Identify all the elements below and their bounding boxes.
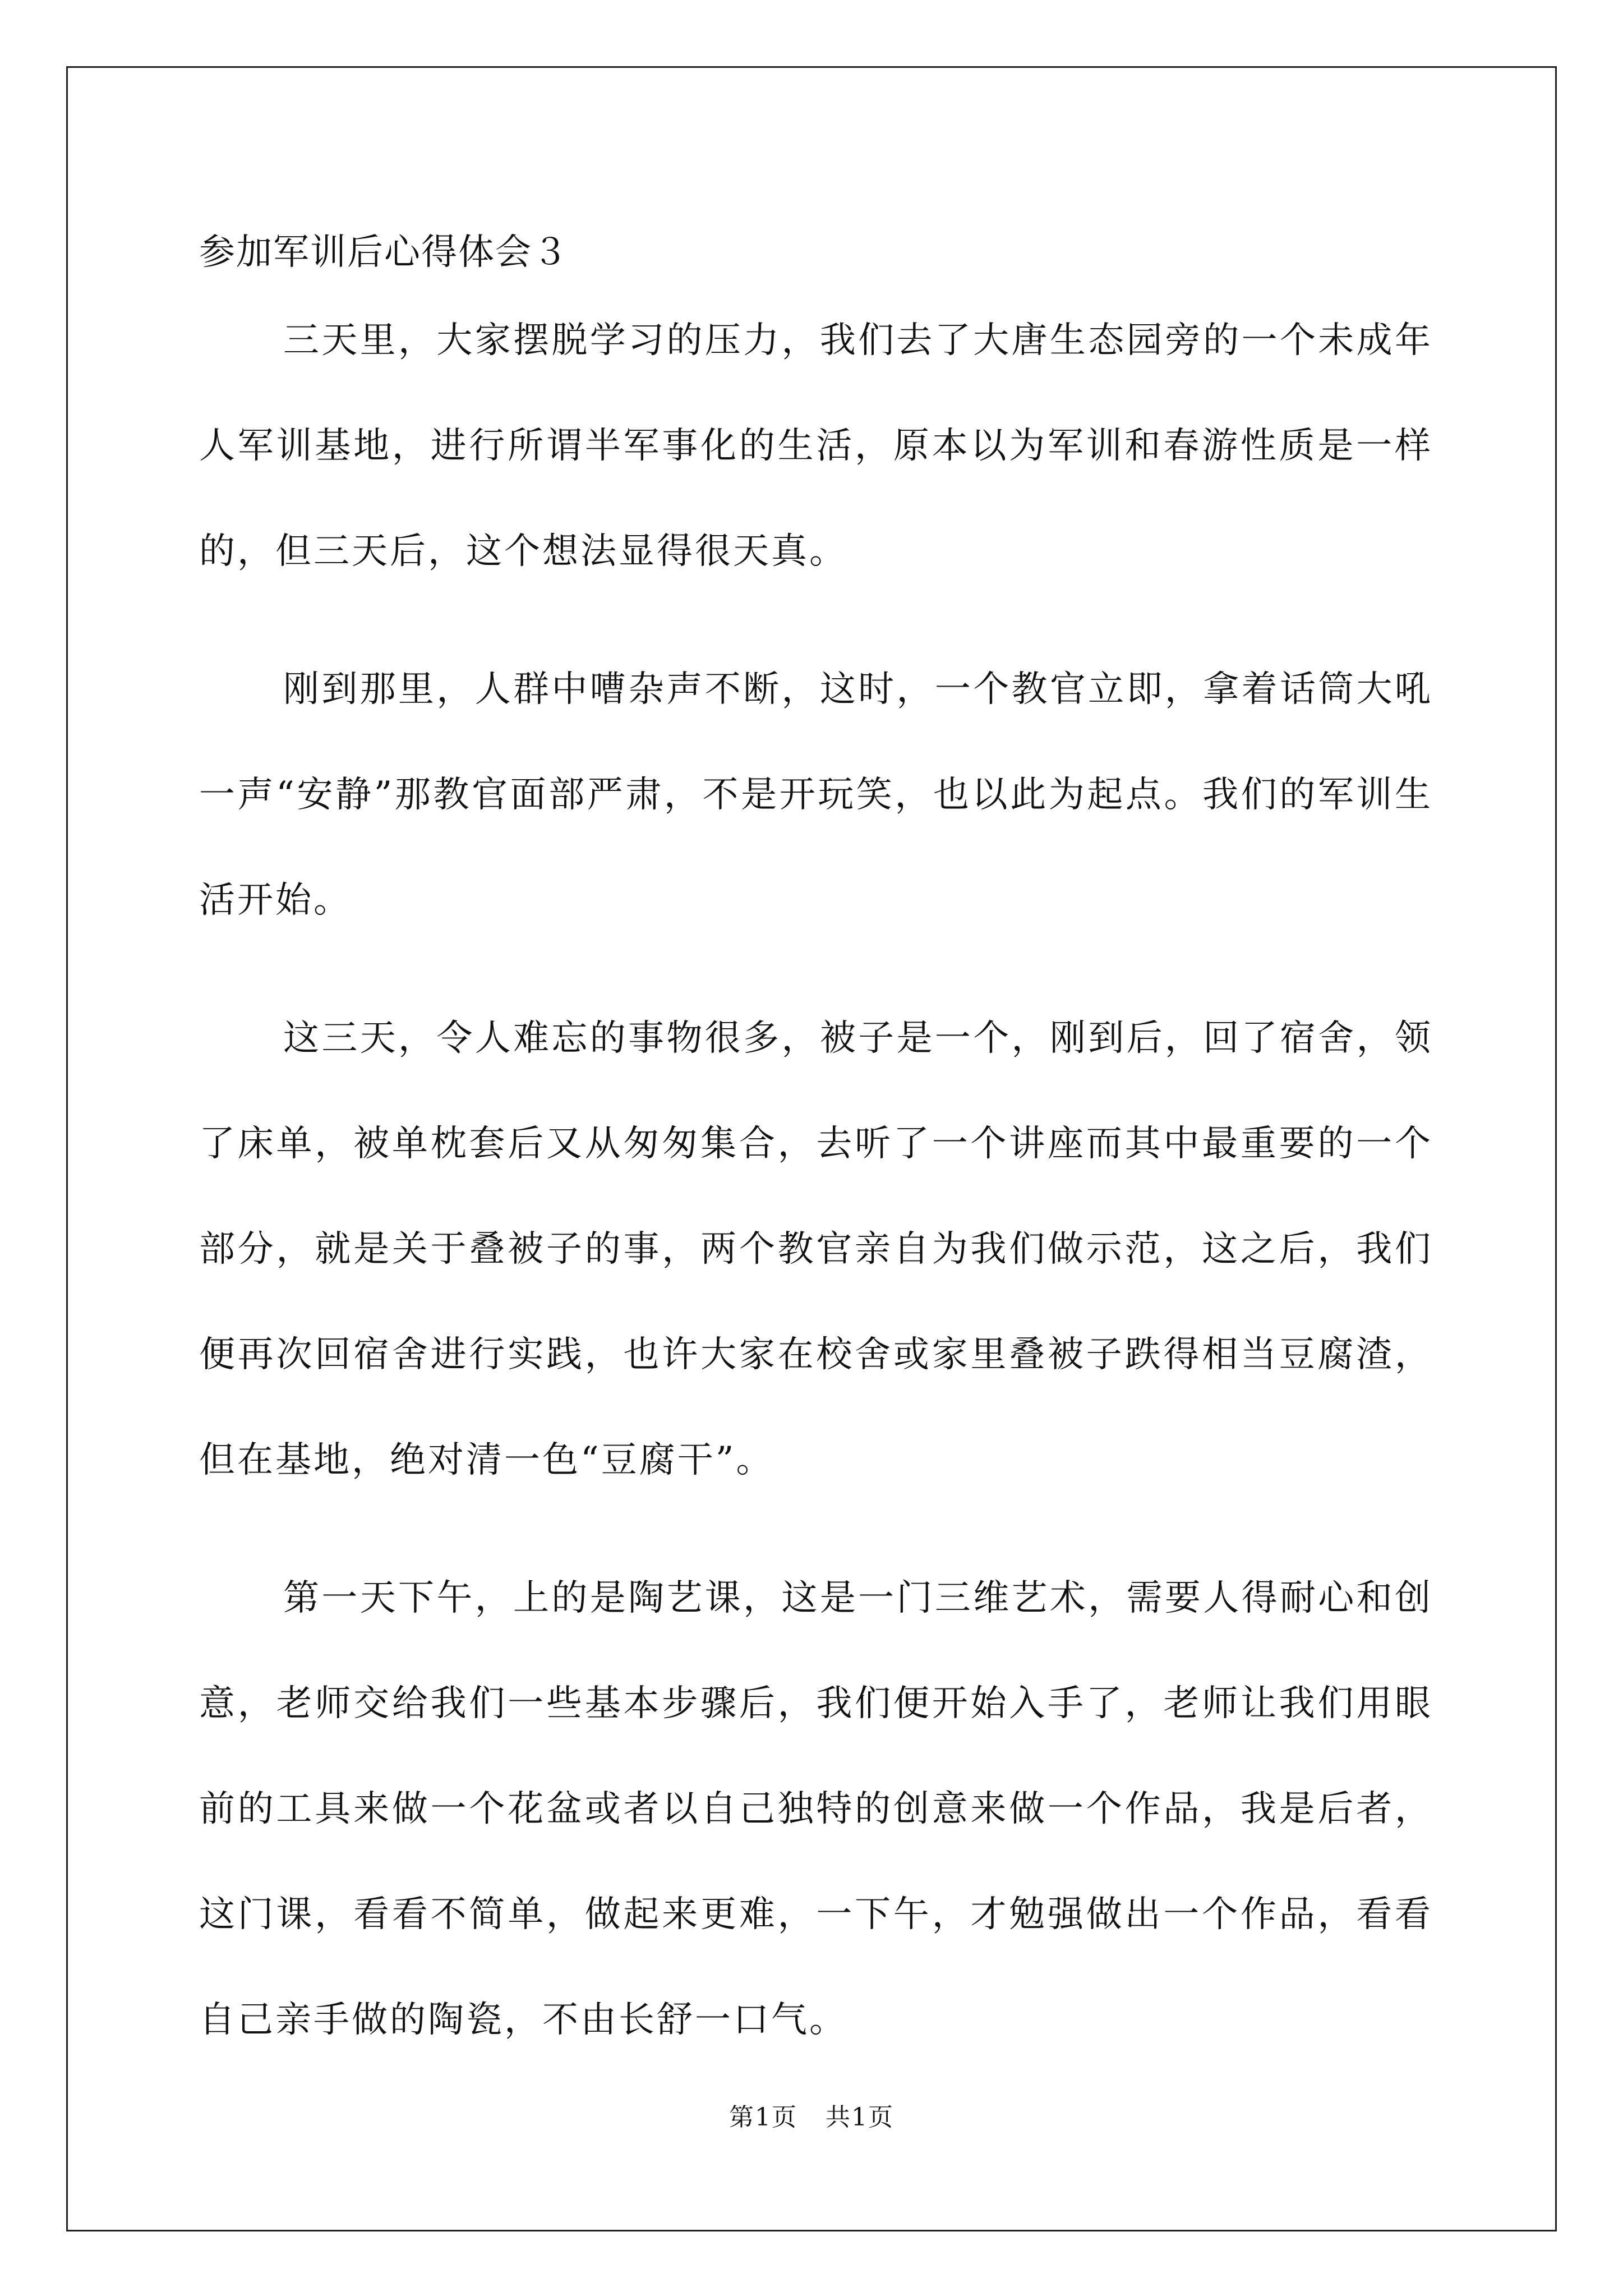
paragraph-1: 三天里，大家摆脱学习的压力，我们去了大唐生态园旁的一个未成年人军训基地，进行所谓半军事化的生活，原本以为军训和春游性质是一样的，但三天后，这个想法显得很天真。 — [199, 320, 1433, 572]
paragraph-3: 这三天，令人难忘的事物很多，被子是一个，刚到后，回了宿舍，领了床单，被单枕套后又从匆匆集合，去听了一个讲座而其中最重要的一个部分，就是关于叠被子的事，两个教官亲自为我们做示范，这之后，我们便再次回宿舍进行实践，也许大家在校舍或家里叠被子跌得相当豆腐渣，但在基地，绝对清一色“豆腐干”。 — [199, 1018, 1433, 1481]
page-footer — [0, 2101, 1623, 2134]
page-number-current: 第1页 — [729, 2103, 797, 2132]
page-number-total: 共1页 — [826, 2103, 894, 2132]
document-title: 参加军训后心得体会３ — [199, 232, 569, 273]
paragraph-2: 刚到那里，人群中嘈杂声不断，这时，一个教官立即，拿着话筒大吼一声“安静”那教官面部严肃，不是开玩笑，也以此为起点。我们的军训生活开始。 — [199, 669, 1433, 921]
document-body — [199, 222, 1433, 2073]
paragraph-4: 第一天下午，上的是陶艺课，这是一门三维艺术，需要人得耐心和创意，老师交给我们一些基本步骤后，我们便开始入手了，老师让我们用眼前的工具来做一个花盆或者以自己独特的创意来做一个作品，我是后者，这门课，看看不简单，做起来更难，一下午，才勉强做出一个作品，看看自己亲手做的陶瓷，不由长舒一口气。 — [199, 1577, 1433, 2041]
